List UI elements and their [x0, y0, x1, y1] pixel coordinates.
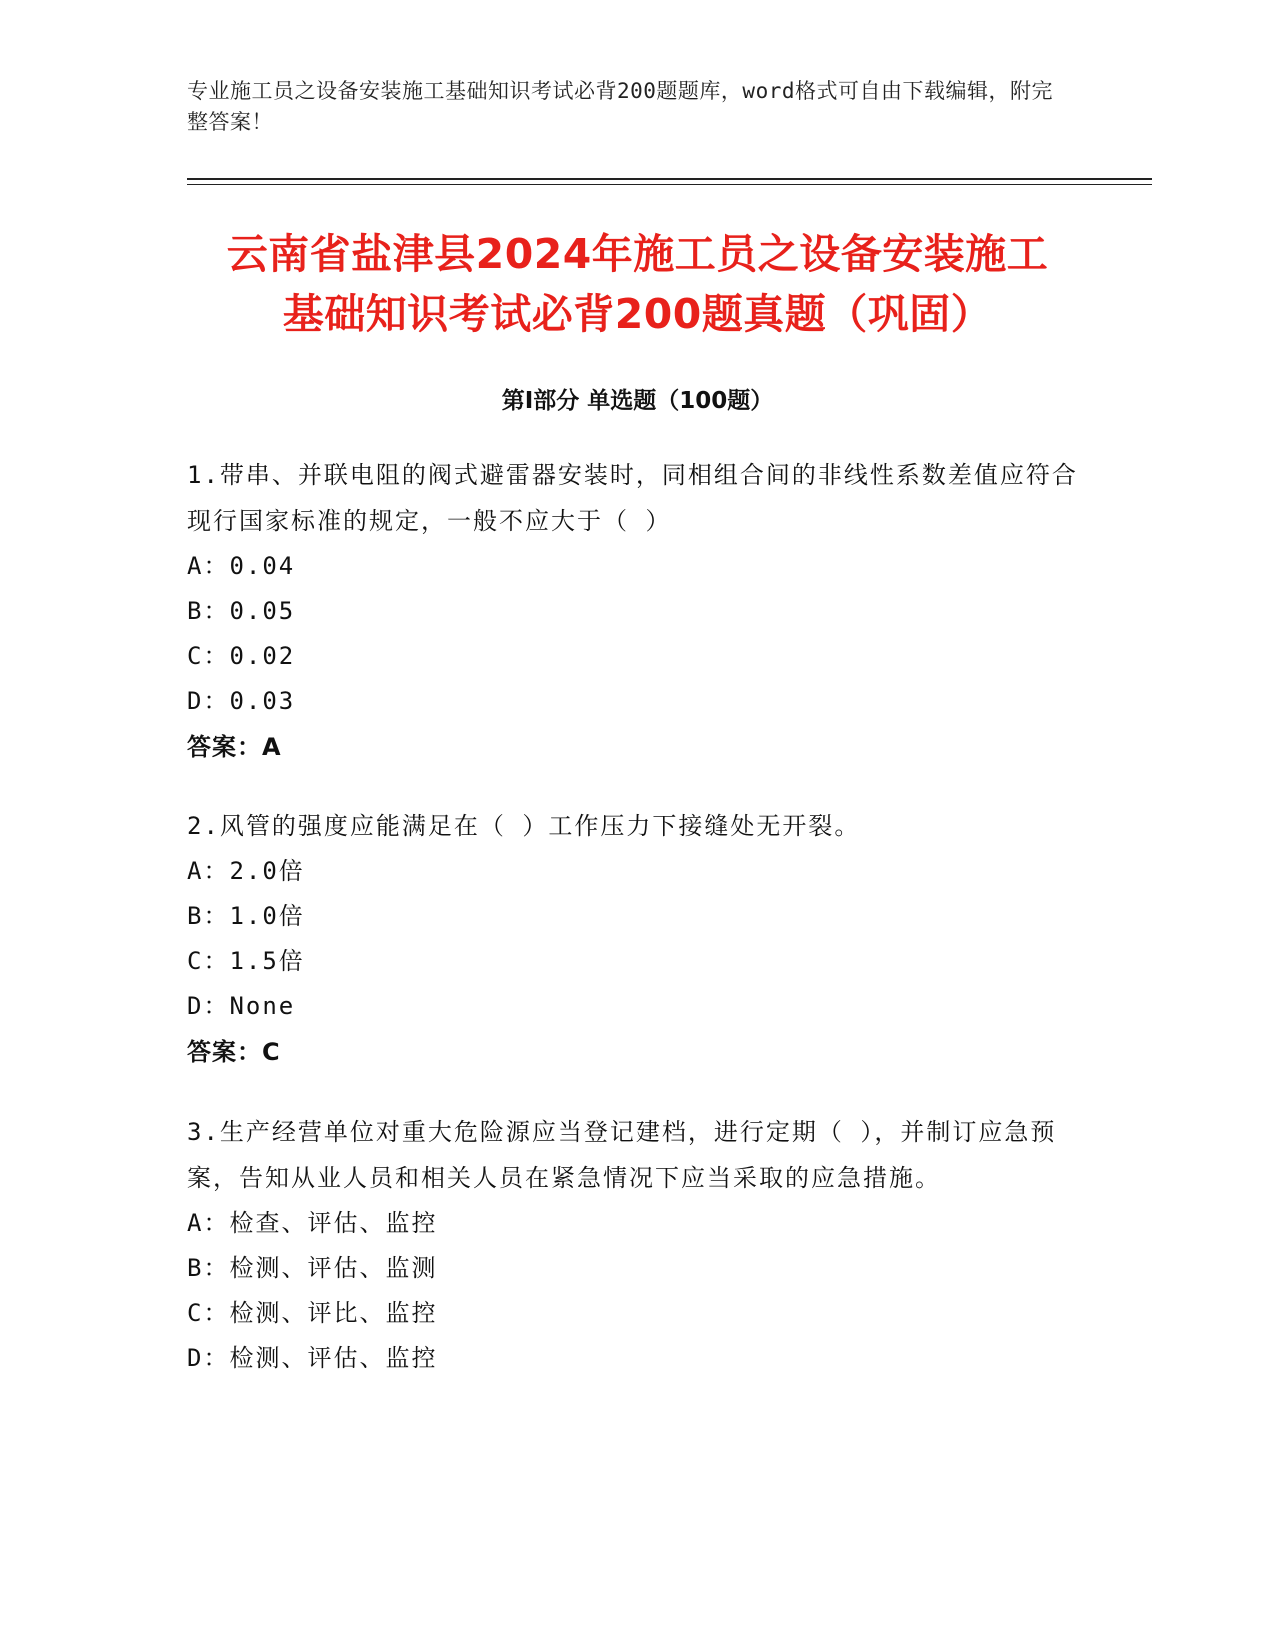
- option-a: A：0.04: [187, 552, 296, 580]
- option-d: D：None: [187, 992, 296, 1020]
- option-c: C：检测、评比、监控: [187, 1299, 438, 1327]
- document-title: [150, 224, 1125, 344]
- question-3: [187, 1109, 1082, 1381]
- answer-label: 答案：A: [187, 733, 282, 761]
- question-2: [187, 803, 1082, 1075]
- option-d: D：检测、评估、监控: [187, 1344, 438, 1372]
- question-stem: 1.带串、并联电阻的阀式避雷器安装时，同相组合间的非线性系数差值应符合现行国家标准的规定，一般不应大于（ ）: [187, 461, 1078, 535]
- header-divider-thin: [187, 184, 1152, 185]
- option-c: C：0.02: [187, 642, 296, 670]
- option-d: D：0.03: [187, 687, 296, 715]
- document-title-line-2: 基础知识考试必背200题真题（巩固）: [282, 290, 993, 338]
- option-a: A：检查、评估、监控: [187, 1209, 438, 1237]
- option-a: A：2.0倍: [187, 857, 305, 885]
- option-b: B：1.0倍: [187, 902, 305, 930]
- question-1: [187, 452, 1082, 770]
- document-header-note: 专业施工员之设备安装施工基础知识考试必背200题题库，word格式可自由下载编辑，附完整答案！: [187, 79, 1053, 134]
- question-stem: 3.生产经营单位对重大危险源应当登记建档，进行定期（ ），并制订应急预案，告知从业人员和相关人员在紧急情况下应当采取的应急措施。: [187, 1118, 1057, 1192]
- section-heading: 第I部分 单选题（100题）: [501, 388, 774, 414]
- question-stem: 2.风管的强度应能满足在（ ）工作压力下接缝处无开裂。: [187, 812, 861, 840]
- answer-label: 答案：C: [187, 1038, 281, 1066]
- option-b: B：0.05: [187, 597, 296, 625]
- option-b: B：检测、评估、监测: [187, 1254, 438, 1282]
- header-divider-thick: [187, 178, 1152, 180]
- document-title-line-1: 云南省盐津县2024年施工员之设备安装施工: [226, 230, 1049, 278]
- option-c: C：1.5倍: [187, 947, 305, 975]
